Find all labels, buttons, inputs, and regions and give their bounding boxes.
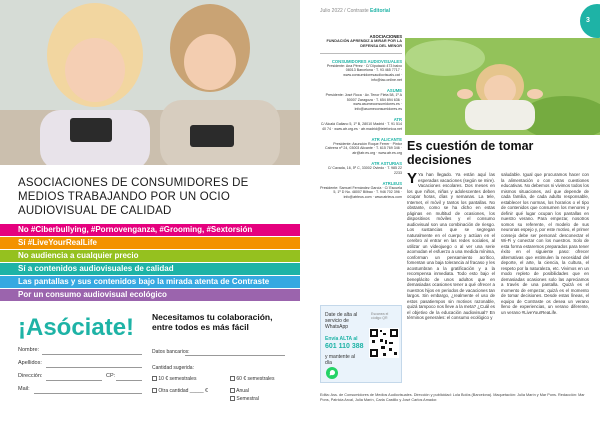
opt-60-label: 60 € semestrales bbox=[236, 376, 275, 382]
whatsapp-number[interactable]: 601 110 388 bbox=[325, 343, 364, 350]
sb-head-atr-asturias: ATR ASTURIAS bbox=[371, 160, 402, 166]
whatsapp-text-3: y mantente al día bbox=[325, 354, 356, 366]
nombre-label: Nombre: bbox=[18, 347, 40, 353]
whatsapp-text-2: Envía ALTA al bbox=[325, 336, 358, 342]
header-section: Editorial bbox=[370, 8, 391, 14]
direccion-label: Dirección: bbox=[18, 373, 43, 379]
header-issue: Julio 2022 / Contraste bbox=[320, 8, 369, 14]
credits-footer: Edita: Ass. de Consumidores de Medios Audiovisuales. Dirección y publicidad: Lola Bolós (Barcelona). Maquetación: Julia Marín y Mar Pons. Redacción: Mar Pons, Patricia Arcal, Julia Marín, Carla Castillo y José Carlos Amador. bbox=[320, 393, 585, 402]
checkbox-semestral[interactable] bbox=[230, 396, 235, 401]
opt-semestral[interactable] bbox=[230, 396, 259, 402]
apellidos-label: Apellidos: bbox=[18, 360, 42, 366]
children-photo-illustration bbox=[0, 0, 300, 165]
nombre-field[interactable] bbox=[42, 354, 142, 355]
bar-consumo-ecologico: Por un consumo audiovisual ecológico bbox=[0, 289, 300, 301]
right-page bbox=[300, 0, 600, 424]
sidebar-divider bbox=[320, 53, 402, 54]
whatsapp-text-1: Date de alta al servicio de WhatsApp bbox=[325, 312, 358, 330]
sb-body-atr-alicante: Presidente: Asunción Roque Ferrer · Pintor Cabrera nº 24, 03003 Alicante · T. 615 769 346 · atr@atr.es.org · www.atr.es.org bbox=[325, 141, 402, 156]
opt-anual[interactable] bbox=[230, 388, 249, 394]
checkbox-otra[interactable] bbox=[152, 388, 157, 393]
apellidos-field[interactable] bbox=[46, 367, 142, 368]
sb-body-consumidores: Presidente: Ana Pérez · C/ Diputació 473 baixo 08013 Barcelona · T. 93 465 7717 · www.consumidoresaudiovisuals.cat · info@tac.online.net bbox=[326, 63, 402, 82]
associations-sidebar bbox=[320, 34, 402, 302]
checkbox-10[interactable] bbox=[152, 376, 157, 381]
cp-label: CP: bbox=[106, 373, 116, 379]
article-column-2: saludable. Igual que procuramos hacer con la alimentación o con otras cuestiones educativas. No debemos ni vivimos todos los mismos situaciones, así que depende de cada familia, de cada adulto responsable, establecer los normas, los horarios o el tipo de contenidos que consumen los menores y definir qué lugar ocupan los pantallas en nuestro verano. Para empezar, nosotros somos su referente, el modelo de sus neuronas espejo y, por este motivo, el primer consejo debe ser personal: desconectar el Wi-Fi y conectar con los nuestros. Solo de esta forma estaremos preparados para tener éxito en el siguiente paso: ofrecer alternativas que estimulen la necesidad del deporte, el arte, la ciencia, la cultura, el respeto por la naturaleza, etc. Vivimos en un modo repleto de posibilidades que en demasiadas ocasiones solo las apreciamos a través de una pantalla. Quizá es el momento de empezar, quizá es el momento de tomar decisiones. Desde estas líneas, el equipo de Contraste os desea un verano lleno de experiencias, un verano diferente, un verano #LiveYourReaLife. bbox=[501, 172, 589, 315]
bar-pantallas: Las pantallas y sus contenidos bajo la mirada atenta de Contraste bbox=[0, 276, 300, 288]
qr-code-icon[interactable] bbox=[369, 328, 399, 358]
sb-head-consumidores: CONSUMIDORES AUDIOVISUALES bbox=[331, 58, 402, 64]
page-header bbox=[320, 8, 390, 14]
whatsapp-icon bbox=[325, 366, 339, 380]
sb-body-asume: Presidente: José Roca · Av. Tenor Fleta 58, 1º A 50007 Zaragoza · T. 654 894 636 · www.asumeconsumidores.es · info@asumeconsumidores.es bbox=[325, 92, 402, 112]
datos-bancarios-field[interactable] bbox=[185, 355, 285, 356]
direccion-field[interactable] bbox=[46, 380, 102, 381]
opt-10-label: 10 € semestrales bbox=[158, 376, 197, 382]
asociaciones-head: ASOCIACIONES bbox=[369, 34, 402, 39]
sb-body-atr-asturias: C/ Cavada, 16, 5º C, 33002 Oviedo · T. 985 22 2233 bbox=[327, 165, 402, 175]
checkbox-anual[interactable] bbox=[230, 388, 235, 393]
qr-label: Escanea el código QR bbox=[371, 312, 389, 320]
cantidad-label: Cantidad sugerida: bbox=[152, 365, 194, 371]
opt-60-semestral[interactable] bbox=[230, 376, 274, 382]
mail-label: Mail: bbox=[18, 386, 30, 392]
associations-title: ASOCIACIONES DE CONSUMIDORES DE MEDIOS TRABAJANDO POR UN OCIO AUDIOVISUAL DE CALIDAD bbox=[18, 177, 249, 217]
sb-body-atr: C/ Alcalá Galiano 5, 1º B, 28010 Madrid · T. 91 514 40 74 · www.atr.org.es · atr.madrid@telefonica.net bbox=[320, 121, 402, 131]
checkbox-60[interactable] bbox=[230, 376, 235, 381]
collab-title: Necesitamos tu colaboración, entre todos es más fácil bbox=[152, 312, 273, 332]
sb-head-atrleus: ATRLEUS bbox=[382, 180, 402, 186]
article-column-1 bbox=[407, 172, 495, 392]
opt-otra-label: Otra cantidad _____ € bbox=[158, 388, 208, 394]
sb-head-atr-alicante: ATR ALICANTE bbox=[371, 136, 402, 142]
article-col1-text: Ya han llegado. Ya están aquí las esperadas vacaciones (según se mire). Vacaciones escolares. Dos meses en los que niños, niñas y adolescentes deben ocupar horas, días y semanas. La tele, Internet, el móvil y tantos los pantallas. No obstante, como se ha dicho en estas páginas en multitud de ocasiones, los dispositivos móviles y el consumo audiovisual son una combinación de riesgo. Los sustancias que se segregan naturalmente en el cuerpo y actúan en el cerebro al entrar en las redes sociales, al utilizar un videojuego o al ver una serie acomodan el esfuerzo a una medida mínima, conforman un pensamiento acrítico, fomentan una baja tolerancia al fracaso y les acostumbran a la gratificación y a la recompensa inmediata. Todo esto bajo el beneplácito de unos adultos que en demasiadas ocasiones tener a qué ofrecer a nuestros hijos en periodos de vacaciones tan largos. Sin embargo, ¿realmente el uso de estos pasatiempos sin motivos razonable, quizá tampoco nos lleve a la meta? ¿Cuál es el objetivo de la educación audiovisual? En términos generales: el consumo ecológico y bbox=[407, 172, 495, 320]
bar-contenidos-calidad: Sí a contenidos audiovisuales de calidad bbox=[0, 263, 300, 275]
opt-anual-label: Anual bbox=[236, 388, 249, 394]
bar-cyberbullying: No #Ciberbullying, #Pornovenganza, #Grooming, #Sextorsión bbox=[0, 224, 300, 236]
opt-semestral-label: Semestral bbox=[236, 396, 259, 402]
article-title: Es cuestión de tomar decisiones bbox=[407, 139, 534, 167]
child-grass-photo bbox=[405, 38, 600, 135]
child-grass-illustration bbox=[405, 38, 600, 135]
cp-field[interactable] bbox=[116, 380, 142, 381]
page-number-tab: 3 bbox=[580, 4, 600, 38]
opt-otra-cantidad[interactable] bbox=[152, 388, 208, 394]
dropcap: Y bbox=[407, 172, 418, 187]
datos-bancarios-label: Datos bancarios: bbox=[152, 349, 190, 355]
sb-body-atrleus: Presidente: Samuel Fernández García · C/ Escuela 5, 1º D No. 48007 Bilbao · T. 946 702 396 · info@atrleus.com · www.atrleus.com bbox=[320, 185, 402, 200]
children-phones-photo bbox=[0, 0, 300, 165]
sb-head-atr: ATR bbox=[393, 116, 402, 122]
sb-head-asume: ASUME bbox=[386, 87, 402, 93]
join-title: ¡Asóciate! bbox=[18, 314, 135, 341]
bar-audiencia: No audiencia a cualquier precio bbox=[0, 250, 300, 262]
whatsapp-box bbox=[320, 305, 402, 383]
opt-10-semestral[interactable] bbox=[152, 376, 196, 382]
fundacion-text: FUNDACIÓN APRENDIZ A MIRAR POR LA DEFENSA DEL MENOR bbox=[326, 39, 402, 48]
mail-field[interactable] bbox=[34, 393, 142, 394]
bar-live-real-life: Sí #LiveYourRealLife bbox=[0, 237, 300, 249]
